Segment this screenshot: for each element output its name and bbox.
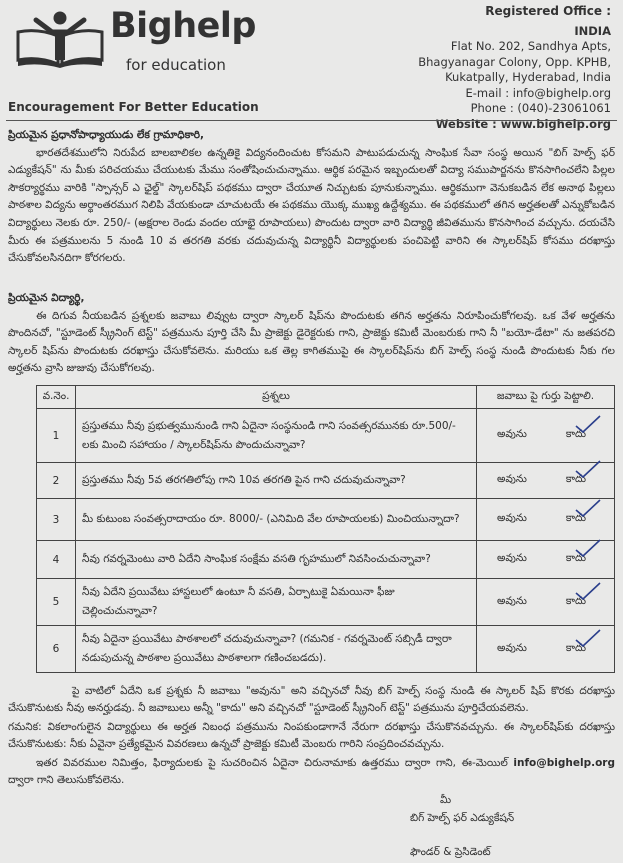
address-line: Kukatpally, Hyderabad, India xyxy=(445,70,611,84)
sign-title: ఫౌండర్ & ప్రెసిడెంట్ xyxy=(410,846,491,858)
sign-yours: మీ xyxy=(440,794,452,806)
checkmark-icon xyxy=(574,581,602,603)
answer-no-option[interactable] xyxy=(566,552,586,567)
question-text: నీవు ఏదైనా ప్రయివేటు పాఠశాలలో చదువుచున్నావా? (గమనిక - గవర్నమెంట్ సబ్సిడీ ద్వారా నడుపుచున్న పాఠశాల ప్రయివేటు పాఠశాలగా గణించబడదు). xyxy=(76,626,477,673)
answer-yes-option[interactable]: అవును xyxy=(497,428,527,440)
answer-yes-option[interactable]: అవును xyxy=(497,512,527,524)
header-divider xyxy=(6,120,617,121)
note-eligibility: పై వాటిలో ఏదేని ఒక ప్రశ్నకు నీ జవాబు "అవును" అని వచ్చినచో నీవు బిగ్ హెల్ప్ సంస్థ నుండి ఈ స్కాలర్ షిప్ కొరకు దరఖాస్తు చేసుకొనుటకు నీవు అనర్హుడవు. నీ జవాబులు అన్నీ "కాదు" అని వచ్చినచో "స్టూడెంట్ స్క్రీనింగ్ టెస్ట్" పత్రమును పూర్తిచేయవలెను. xyxy=(8,685,615,715)
office-title: Registered Office : xyxy=(485,4,611,18)
table-row xyxy=(37,579,615,626)
table-row xyxy=(37,499,615,541)
col-header-question: ప్రశ్నలు xyxy=(76,386,477,409)
address-line: Bhagyanagar Colony, Opp. KPHB, xyxy=(418,54,611,69)
office-country: INDIA xyxy=(574,23,611,38)
answer-cell xyxy=(477,626,615,673)
row-number: 4 xyxy=(37,541,76,579)
col-header-answer: జవాబు పై గుర్తు పెట్టాలి. xyxy=(477,386,615,409)
sign-org: బిగ్ హెల్ప్ ఫర్ ఎడ్యుకేషన్ xyxy=(410,812,515,824)
row-number: 3 xyxy=(37,499,76,541)
note-contact-end: ద్వారా గాని తెలుసుకోవలెను. xyxy=(8,774,125,787)
answer-no-label: కాదు xyxy=(565,641,586,654)
table-row xyxy=(37,626,615,673)
checkmark-icon xyxy=(574,498,602,520)
row-number: 6 xyxy=(37,626,76,673)
question-text: నీవు గవర్నమెంటు వారి ఏదేని సాంఘిక సంక్షేమ వసతి గృహములో నివసించుచున్నావా? xyxy=(76,541,477,579)
question-text: మీ కుటుంబ సంవత్సరాదాయం రూ. 8000/- (ఎనిమిది వేల రూపాయలకు) మించియున్నాదా? xyxy=(76,499,477,541)
address-line: Flat No. 202, Sandhya Apts, xyxy=(450,39,611,53)
table-row xyxy=(37,463,615,499)
student-section xyxy=(8,290,615,378)
answer-yes-option[interactable]: అవును xyxy=(497,641,527,654)
answer-yes-option[interactable]: అవును xyxy=(497,473,527,485)
answer-cell xyxy=(477,409,615,463)
checkmark-icon xyxy=(574,628,602,650)
eligibility-table xyxy=(36,385,615,673)
question-text: ప్రస్తుతము నీవు ప్రభుత్వమునుండి గాని ఏదైనా సంస్థనుండి గాని సంవత్సరమునకు రూ.500/- లకు మించి సహాయం / స్కాలర్‌షిప్‌ను పొందుచున్నావా? xyxy=(76,409,477,463)
row-number: 1 xyxy=(37,409,76,463)
registered-office xyxy=(401,4,611,132)
answer-cell xyxy=(477,499,615,541)
office-email: E-mail : info@bighelp.org xyxy=(465,85,611,100)
office-website: Website : www.bighelp.org xyxy=(435,116,611,131)
checkmark-icon xyxy=(574,414,602,436)
brand-tagline: for education xyxy=(126,56,226,74)
book-person-logo-icon xyxy=(8,10,118,70)
letter-intro xyxy=(8,127,615,268)
brand-name: Bighelp xyxy=(110,6,256,46)
answer-cell xyxy=(477,463,615,499)
answer-no-option[interactable] xyxy=(566,428,586,443)
bighelp-logo xyxy=(8,10,118,66)
contact-email-link[interactable]: info@bighelp.org xyxy=(513,757,615,769)
answer-no-label: కాదు xyxy=(565,473,586,485)
note-contact xyxy=(8,755,615,790)
student-paragraph: ఈ దిగువ నీయబడిన ప్రశ్నలకు జవాబు లివ్వుట ద్వారా స్కాలర్ షిప్‌ను పొందుటకు తగిన అర్హతను నిరూపించుకోగలవు. ఒక వేళ అర్హతను పొందినచో, "స్టూడెంట్ స్క్రీనింగ్ టెస్ట్" పత్రమును పూర్తి చేసి మీ ప్రాజెక్టు డైరెక్టరుకు గాని, ప్రాజెక్టు కమిటీ మెంబరుకు గాని నీ "బయో-డేటా" ను జతపరచి స్కాలర్ షిప్‌ను పొందుటకు దరఖాస్తు చేసుకోవలెను. మరియు ఒక తెల్ల కాగితముపై ఈ స్కాలర్‌షిప్‌ను బిగ్ హెల్ప్ సంస్థ నుండి పొందుటకు నీకు గల అర్హతను వ్రాసి జుజువు చేసుకోగలవు. xyxy=(8,309,615,375)
table-row xyxy=(37,541,615,579)
row-number: 2 xyxy=(37,463,76,499)
salutation-principal: ప్రియమైన ప్రధానోపాధ్యాయుడు లేక గ్రామాధికారి, xyxy=(8,129,205,141)
answer-no-option[interactable] xyxy=(566,595,586,610)
checkmark-icon xyxy=(574,538,602,560)
row-number: 5 xyxy=(37,579,76,626)
note-disabled: గమనిక: వికలాంగులైన విద్యార్థులు ఈ అర్హత నిబంధ పత్రమును నింపకుండాగానే నేరుగా దరఖాస్తు చేసుకొనవచ్చును. ఈ స్కాలర్‌షిప్‌కు దరఖాస్తు చేసుకొనుటకు: నీకు ఏవైనా ప్రత్యేకమైన వివరణలు ఉన్నచో ప్రాజెక్టు కమిటీ మెంబరు గారిని సంప్రదించవచ్చును. xyxy=(8,721,615,751)
answer-no-label: కాదు xyxy=(565,512,586,524)
note-contact-text: ఇతర వివరముల నిమిత్తం, ఫిర్యాదులకు పై సుచరించిన ఏదైనా చిరునామాకు ఉత్తరము ద్వారా గాని, ఈ-మెయిల్ xyxy=(36,757,508,769)
answer-yes-option[interactable]: అవును xyxy=(497,594,527,607)
intro-paragraph: భారతదేశములోని నిరుపేద బాలబాలికల ఉన్నతికై విద్యనందించుట కోసమని పాటుపడుచున్న సాంఘిక సేవా సంస్థ అయిన "బిగ్ హెల్ప్ ఫర్ ఎడ్యుకేషన్" ను మీకు పరిచయము చేయుటకు మేము సంతోషించుచున్నాము. ఆర్థిక పరమైన ఇబ్బందులతో విద్యా సముపార్జనను కొనసాగించలేని పిల్లల సౌకర్యార్థము వారికి "స్పాన్సర్ ఎ ఛైల్డ్" స్కాలర్‌షిప్ పథకము ద్వారా చేయూత నిచ్చుటకు పూనుకున్నాము. ఆర్థికముగా వెనుకబడిన లేక అనాథ పిల్లలు పాఠశాల విద్యను అర్థాంతరముగ నిలిపి వేయకుండా చూచుటయే ఈ పథకము యొక్క ముఖ్య ఉద్దేశ్యము. ఈ పథకములో తగిన అర్హతలతో ఎన్నుకోబడిన విద్యార్థులు నెలకు రూ. 250/- (అక్షరాల రెండు వందల యాభై రూపాయలు) పొందుట ద్వారా వారి విద్యార్థి జీవితమును కొనసాగించ వచ్చును. దయచేసి మీరు ఈ పత్రములను 5 నుండి 10 వ తరగతి వరకు చదువుచున్న విద్యార్థినీ విద్యార్థులకు పంచిపెట్టి వారిని ఈ స్కాలర్‌షిప్ కోసము దరఖాస్తు చేసుకోవలసినదిగా కోరగలరు. xyxy=(8,146,615,265)
table-header-row xyxy=(37,386,615,409)
answer-cell xyxy=(477,579,615,626)
answer-no-option[interactable] xyxy=(566,473,586,488)
checkmark-icon xyxy=(574,459,602,481)
office-phone: Phone : (040)-23061061 xyxy=(470,101,611,115)
salutation-student: ప్రియమైన విద్యార్థి, xyxy=(8,292,85,304)
col-header-no: వ.నెం. xyxy=(37,386,76,409)
question-text: ప్రస్తుతము నీవు 5వ తరగతిలోపు గాని 10వ తరగతి పైన గాని చదువుచున్నావా? xyxy=(76,463,477,499)
answer-no-label: కాదు xyxy=(565,552,586,564)
answer-no-label: కాదు xyxy=(565,594,586,607)
question-text: నీవు ఏదేని ప్రయివేటు హాస్టలులో ఉంటూ నీ వసతి, ఏర్పాటుకై ఏమయినా ఫీజు చెల్లించుచున్నావా? xyxy=(76,579,477,626)
answer-yes-option[interactable]: అవును xyxy=(497,552,527,564)
answer-no-option[interactable] xyxy=(566,512,586,527)
answer-cell xyxy=(477,541,615,579)
table-row xyxy=(37,409,615,463)
answer-no-option[interactable] xyxy=(566,642,586,657)
answer-no-label: కాదు xyxy=(565,428,586,440)
motto: Encouragement For Better Education xyxy=(8,100,259,114)
